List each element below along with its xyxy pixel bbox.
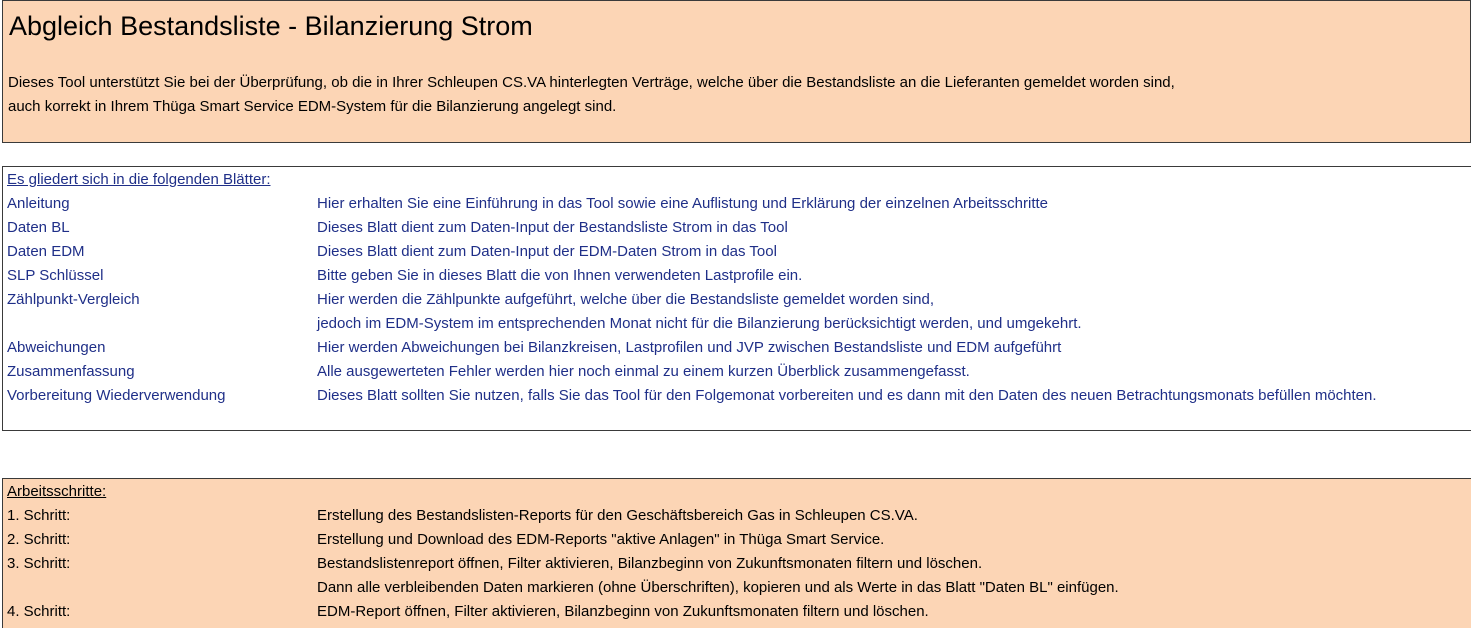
sheet-description: Dieses Blatt sollten Sie nutzen, falls Sie das Tool für den Folgemonat vorbereiten und es dann mit den Daten des neuen Betrachtungsmonats befüllen möchten. [317,387,1377,404]
sheet-description: Hier erhalten Sie eine Einführung in das Tool sowie eine Auflistung und Erklärung der einzelnen Arbeitsschritte [317,195,1049,212]
step-description: Erstellung und Download des EDM-Reports "aktive Anlagen" in Thüga Smart Service. [317,531,885,548]
sheet-description: Hier werden die Zählpunkte aufgeführt, welche über die Bestandsliste gemeldet worden sind, [317,291,935,308]
work-steps-panel [2,478,1471,628]
sheet-name[interactable]: Vorbereitung Wiederverwendung [7,387,226,404]
step-description: Erstellung des Bestandslisten-Reports für den Geschäftsbereich Gas in Schleupen CS.VA. [317,507,918,524]
sheet-name[interactable]: SLP Schlüssel [7,267,104,284]
sheet-name[interactable]: Zusammenfassung [7,363,135,380]
page-title: Abgleich Bestandsliste - Bilanzierung Strom [9,11,533,41]
step-description: EDM-Report öffnen, Filter aktivieren, Bilanzbeginn von Zukunftsmonaten filtern und löschen. [317,603,929,620]
sheet-description: Bitte geben Sie in dieses Blatt die von Ihnen verwendeten Lastprofile ein. [317,267,803,284]
step-description: Bestandslistenreport öffnen, Filter aktivieren, Bilanzbeginn von Zukunftsmonaten filtern und löschen. [317,555,983,572]
sheet-description: Hier werden Abweichungen bei Bilanzkreisen, Lastprofilen und JVP zwischen Bestandsliste und EDM aufgeführt [317,339,1062,356]
sheet-description: Dieses Blatt dient zum Daten-Input der EDM-Daten Strom in das Tool [317,243,777,260]
sheet-name[interactable]: Anleitung [7,195,70,212]
sheet-name[interactable]: Daten BL [7,219,70,236]
intro-panel [2,0,1471,143]
sheet-description: jedoch im EDM-System im entsprechenden Monat nicht für die Bilanzierung berücksichtigt werden, und umgekehrt. [317,315,1082,332]
step-label: 2. Schritt: [7,531,71,548]
sheets-overview-panel [2,166,1471,431]
step-label: 4. Schritt: [7,603,71,620]
sheet-description: Dieses Blatt dient zum Daten-Input der Bestandsliste Strom in das Tool [317,219,788,236]
intro-text-line-2: auch korrekt in Ihrem Thüga Smart Service EDM-System für die Bilanzierung angelegt sind. [8,98,617,115]
sheet-name[interactable]: Daten EDM [7,243,85,260]
step-description: Dann alle verbleibenden Daten markieren (ohne Überschriften), kopieren und als Werte in das Blatt "Daten BL" einfügen. [317,579,1119,596]
step-label: 1. Schritt: [7,507,71,524]
intro-text-line-1: Dieses Tool unterstützt Sie bei der Überprüfung, ob die in Ihrer Schleupen CS.VA hinterlegten Verträge, welche über die Bestandsliste an die Lieferanten gemeldet worden sind, [8,74,1175,91]
sheet-description: Alle ausgewerteten Fehler werden hier noch einmal zu einem kurzen Überblick zusammengefasst. [317,363,970,380]
step-label: 3. Schritt: [7,555,71,572]
sheets-heading: Es gliedert sich in die folgenden Blätter: [7,171,271,188]
sheet-name[interactable]: Abweichungen [7,339,106,356]
steps-heading: Arbeitsschritte: [7,483,107,500]
sheet-name[interactable]: Zählpunkt-Vergleich [7,291,140,308]
